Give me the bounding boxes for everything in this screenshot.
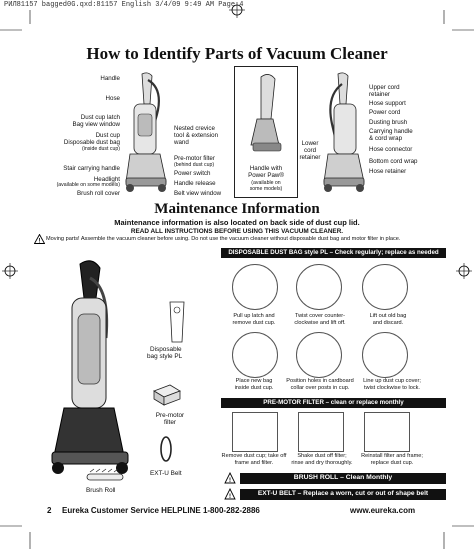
label-retainer-lower: retainer [299, 154, 321, 161]
label-pre-motor-filter: Pre-motor filter [174, 155, 215, 162]
label-brush-roll: Brush Roll [86, 487, 116, 494]
svg-text:!: ! [38, 238, 41, 244]
label-stair-carrying-handle: Stair carrying handle [63, 165, 120, 172]
brush-roll-warning-icon [224, 472, 236, 484]
label-inside-dust-cup: (inside dust cup) [81, 146, 120, 152]
label-bag-view-window: Bag view window [72, 121, 120, 128]
step-pull-latch-illustration [232, 264, 278, 310]
label-available-on: (available on [251, 180, 281, 186]
label-lower: Lower [301, 140, 319, 147]
caption-step-5a: Position holes in cardboard [286, 378, 354, 384]
label-headlight: Headlight [93, 176, 120, 183]
ext-u-belt-warning-icon [224, 488, 236, 500]
label-cord-wrap: & cord wrap [369, 135, 403, 142]
caption-step-4b: inside dust cup. [234, 385, 274, 391]
caption-filter-1a: Remove dust cup; take off [221, 453, 287, 459]
identify-parts-title: How to Identify Parts of Vacuum Cleaner [86, 44, 388, 63]
label-filter: filter [163, 419, 177, 426]
label-handle-with: Handle with [249, 165, 283, 172]
vacuum-back-illustration [318, 70, 368, 195]
label-disposable-dust-bag: Disposable dust bag [63, 139, 120, 146]
file-slug-line: PИЛ81157 bagged0G.qxd:81157 English 3/4/09 9:49 AM Page 4 [4, 1, 244, 9]
step-line-up-cover-illustration [362, 332, 408, 378]
step-remove-filter-illustration [232, 412, 278, 452]
maintenance-title: Maintenance Information [154, 201, 320, 217]
svg-text:!: ! [229, 478, 231, 484]
step-shake-filter-illustration [298, 412, 344, 452]
label-hose-retainer: Hose retainer [369, 168, 407, 175]
filter-icon [152, 383, 182, 409]
read-all-instructions: READ ALL INSTRUCTIONS BEFORE USING THIS VACUUM CLEANER. [130, 228, 344, 235]
caption-step-5b: collar over posts in cup. [290, 385, 350, 391]
caption-step-3b: and discard. [372, 320, 404, 326]
label-behind-dust-cup: (behind dust cup) [174, 162, 215, 168]
website-link[interactable]: www.eureka.com [350, 506, 416, 515]
label-dust-cup-latch: Dust cup latch [80, 114, 120, 121]
svg-text:!: ! [229, 494, 231, 500]
warning-icon [34, 234, 45, 244]
step-twist-cover-illustration [296, 264, 342, 310]
vacuum-front-illustration [120, 70, 170, 195]
caption-step-4a: Place new bag [235, 378, 273, 384]
label-power-paw: Power Paw® [248, 172, 284, 179]
caption-filter-2b: rinse and dry thoroughly. [291, 460, 353, 466]
caption-filter-1b: frame and filter. [234, 460, 274, 466]
caption-step-1b: remove dust cup. [232, 320, 276, 326]
label-nested-crevice: Nested crevice [174, 125, 215, 132]
step-position-holes-illustration [296, 332, 342, 378]
caption-step-3a: Lift out old bag [369, 313, 407, 319]
page-number: 2 [47, 506, 52, 515]
label-upper-cord: Upper cord [369, 84, 400, 91]
brush-roll-bar: BRUSH ROLL – Clean Monthly [240, 473, 446, 484]
label-dusting-brush: Dusting brush [369, 119, 408, 126]
caption-step-2b: clockwise and lift off. [294, 320, 346, 326]
maintenance-subtitle: Maintenance information is also located on back side of dust cup lid. [114, 218, 360, 227]
caption-step-1a: Pull up latch and [233, 313, 275, 319]
label-handle-release: Handle release [174, 180, 216, 187]
label-bag-style-pl: bag style PL [147, 353, 183, 360]
label-hose: Hose [105, 95, 120, 102]
ext-u-belt-icon [158, 434, 174, 464]
brush-roll-icon [84, 466, 126, 488]
label-power-switch: Power switch [174, 170, 211, 177]
label-handle: Handle [100, 75, 120, 82]
label-tool-extension: tool & extension [174, 132, 219, 139]
label-ext-u-belt: EXT-U Belt [150, 470, 182, 477]
label-disposable: Disposable [150, 346, 182, 353]
step-reinstall-filter-illustration [364, 412, 410, 452]
label-available-some-models: (available on some models) [56, 182, 120, 188]
caption-filter-2a: Shake dust off filter; [297, 453, 347, 459]
ext-u-belt-bar: EXT-U BELT – Replace a worn, cut or out of shape belt [240, 489, 446, 500]
helpline-text: Eureka Customer Service HELPLINE 1-800-282-2886 [62, 506, 260, 515]
label-retainer: retainer [369, 91, 390, 98]
caption-filter-3a: Reinstall filter and frame; [361, 453, 423, 459]
step-lift-bag-illustration [362, 264, 408, 310]
power-paw-handle-illustration [235, 67, 297, 157]
label-carrying-handle: Carrying handle [369, 128, 413, 135]
label-hose-connector: Hose connector [369, 146, 413, 153]
pre-motor-filter-bar: PRE-MOTOR FILTER – clean or replace monthly [221, 398, 446, 408]
label-hose-support: Hose support [369, 100, 406, 107]
caption-step-6b: twist clockwise to lock. [364, 385, 420, 391]
warning-text: Moving parts! Assemble the vacuum cleaner before using. Do not use the vacuum cleaner without disposable dust bag and motor filter in place. [46, 236, 401, 242]
label-bottom-cord-wrap: Bottom cord wrap [369, 158, 418, 165]
label-dust-cup: Dust cup [95, 132, 120, 139]
upright-vacuum-illustration [50, 258, 130, 478]
step-place-bag-illustration [232, 332, 278, 378]
dust-bag-icon [168, 300, 186, 344]
caption-step-2a: Twist cover counter- [294, 313, 346, 319]
label-pre-motor: Pre-motor [155, 412, 185, 419]
label-power-cord: Power cord [369, 109, 401, 116]
label-cord: cord [303, 147, 317, 154]
label-belt-view-window: Belt view window [174, 190, 222, 197]
caption-step-6a: Line up dust cup cover; [363, 378, 421, 384]
label-some-models: some models) [249, 186, 283, 192]
caption-filter-3b: replace dust cup. [370, 460, 414, 466]
label-wand: wand [174, 139, 189, 146]
label-brush-roll-cover: Brush roll cover [77, 190, 120, 197]
dust-bag-bar: DISPOSABLE DUST BAG style PL – Check regularly; replace as needed [221, 248, 446, 258]
